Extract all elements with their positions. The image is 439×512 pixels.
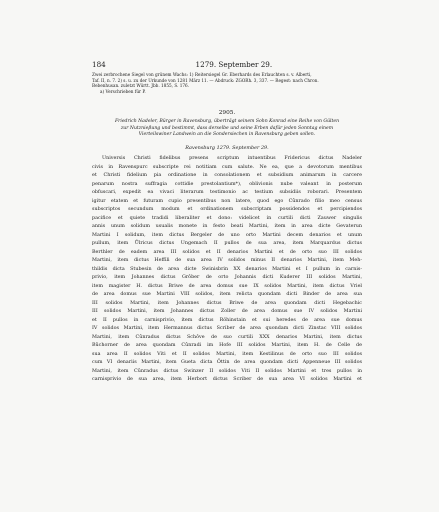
body-line: sua area II solidos Viti et II solidos Martini, item Kestilinus de orto suo III solidos bbox=[92, 350, 362, 357]
body-line: III solidos Martini, item Johannes dictus Zoller de area domus sue IV solidos Martini bbox=[92, 308, 362, 314]
body-line: igitur etatem et futuram cupio presentibus non latere, quod ego Cůnrado filio meo census bbox=[92, 197, 362, 204]
regest-line: Friedrich Nadeler, Bürger in Ravensburg, überträgt seinem Sohn Konrad eine Reihe von Gülten bbox=[114, 119, 340, 124]
body-line: et II pullos in carnisprivio, item dictus Röhinstain et sui heredes de area sue domus bbox=[92, 316, 362, 323]
body-line: pullum, item Ůlricus dictus Ungemach II pullos de sua area, item Marquardus dictus bbox=[92, 240, 362, 246]
body-line: pacifice et quiete tradidi liberaliter et dono: videlicet in curtili dicti Zauwer singulis bbox=[92, 214, 362, 221]
note-b: a) Verschrieben für P. bbox=[100, 88, 146, 94]
note-a-line: Zwei zerbrochene Siegel von grünem Wachs: 1) Reitersiegel Gr. Eberhards des Erlauchten s. v. Alberti, bbox=[92, 72, 312, 77]
page-number: 184 bbox=[92, 60, 106, 69]
dateline: Ravensburg 1279. September 29. bbox=[185, 145, 269, 151]
body-line: subscriptos secundum modum et ordinationem subscriptam possidendos et percipiendos bbox=[92, 206, 362, 212]
body-line: Universis Christi fidelibus presens scriptum intuentibus Fridericus dictus Nadeler bbox=[102, 155, 362, 161]
document-number: 2905. bbox=[218, 110, 236, 116]
note-a-line: Taf. II, n. 7. 2) s. u. zu der Urkunde von 1281 März 11. — Abdruck: ZGORh. 3, 337. — Regest: nach Chron. bbox=[92, 77, 319, 83]
regest-line: zur Nutznießung und bestimmt, dass derselbe und seine Erben dafür jeden Sonntag einem bbox=[120, 125, 334, 131]
body-line: obfuscari, expedit ea vivaci literarum testimonio ac testium subsidiis roborari. Presentem bbox=[92, 189, 362, 195]
body-line: carnisprivio de sua area, item Herbort dictus Scriber de sua area VI solidos Martini et bbox=[92, 376, 362, 382]
body-line: IV solidos Martini, item Hermannus dictus Scriber de area quondam dicti Zinstac VIII solidos bbox=[92, 325, 362, 331]
body-line: annis unum solidum usualis monete in festo beati Martini, item in area dicte Gevaterun bbox=[92, 223, 362, 229]
running-title: 1279. September 29. bbox=[195, 60, 273, 69]
regest-line: Vierteilswiner Landwein an die Sondersiechen in Ravensburg geben sollen. bbox=[138, 132, 316, 138]
body-line: Martini, item Cůnradus dictus Schôve de suo curtili XXX denarios Martini, item dictus bbox=[92, 333, 362, 340]
body-line: thildis dicta Stubesin de area dicte Swinisbrin XX denarios Martini et I pullum in carnis- bbox=[92, 265, 362, 272]
body-line: cum VI denariis Martini, item Gueta dicta Öttin de area quondam dicti Appenneue III solidos bbox=[92, 359, 362, 365]
body-line: et Christi fidelium pia ordinatione in consolationem et subsidium animarum in carcere bbox=[92, 172, 362, 178]
document-body bbox=[92, 154, 362, 384]
regest bbox=[92, 119, 362, 139]
body-line: penarum nostra suffragia cottidie prestolantium*), oblivionis nube valeant in posterum bbox=[92, 180, 362, 187]
footnotes-previous-document bbox=[92, 72, 362, 94]
body-line: Martini, item Cůnradus dictus Swinzer II solidos Viti II solidos Martini et tres pullos in bbox=[92, 367, 362, 374]
page-header bbox=[92, 60, 362, 69]
body-line: Martini I solidum, item dictus Bergeler de uno orto Martini decem denarios et unum bbox=[92, 231, 362, 238]
body-line: Martini, item dictus Heffili de sua area IV solidos minus II denarios Martini, item Meh- bbox=[92, 257, 362, 263]
note-a-line: Bebenhusan. zuletzt Württ. Jbb. 1855, S. 176. bbox=[92, 83, 190, 89]
body-line: III solidos Martini, item Johannes dictus Briwe de area quondam dicti Hegebachic bbox=[92, 299, 362, 306]
body-line: Berthler de eadem area III solidos et II denarios Martini et de orto suo III solidos bbox=[92, 248, 362, 255]
body-line: item magister H. dictus Briwe de area domus sue IX solidos Martini, item dictus Vriel bbox=[92, 282, 362, 289]
body-line: Bůchorner de area quondam Cůnradi im Hofe III solidos Martini, item H. de Celle de bbox=[92, 342, 362, 348]
body-line: civis in Ravenspurc subscripte rei notitiam cum salute. Ne ea, que a devotorum mentibus bbox=[92, 163, 362, 170]
body-line: privio, item Johannes dictus Grôber de orto Johannis dicti Kuderer III solidos Martini, bbox=[92, 274, 362, 280]
body-line: de area domus sue Martini VIII solidos, item relicta quondam dicti Binder de area sua bbox=[92, 291, 362, 297]
